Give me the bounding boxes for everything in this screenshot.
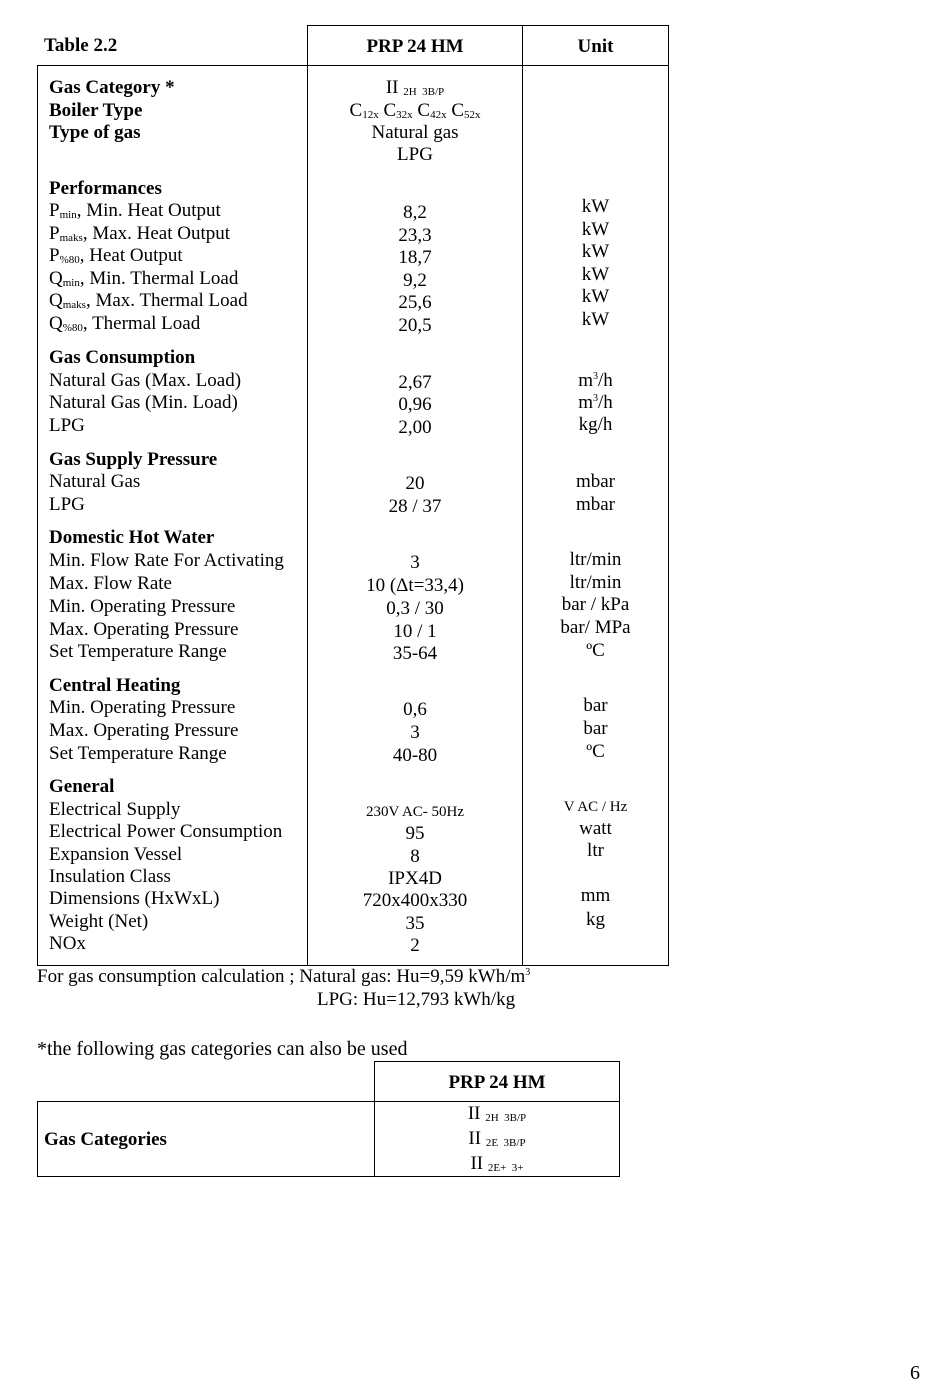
row-value: 8 xyxy=(410,846,420,867)
right-border xyxy=(668,25,669,966)
row-value: 18,7 xyxy=(398,247,432,268)
row-value: 0,6 xyxy=(403,699,427,720)
row-unit: bar xyxy=(583,718,608,739)
row-unit: kg xyxy=(586,909,605,930)
row-label: Set Temperature Range xyxy=(49,641,227,662)
row-value: IPX4D xyxy=(388,868,442,889)
row-value: 0,3 / 30 xyxy=(386,598,444,619)
row-unit: kW xyxy=(581,309,610,330)
row-label: Dimensions (HxWxL) xyxy=(49,888,220,909)
row-unit: ltr xyxy=(587,840,604,861)
t2-value: II $_{2E 3B/P}$ xyxy=(468,1128,526,1149)
left-border xyxy=(37,65,38,966)
row-label: General xyxy=(49,776,115,797)
row-label: Max. Operating Pressure xyxy=(49,619,239,640)
row-label: Gas Consumption xyxy=(49,347,196,368)
row-value: 2,67 xyxy=(398,372,432,393)
row-label: Max. Operating Pressure xyxy=(49,720,239,741)
row-label: $P_{min}$, Min. Heat Output xyxy=(49,200,221,221)
unit-header: Unit xyxy=(577,36,614,57)
row-value: $C_{12x}$ $C_{32x}$ $C_{42x}$ $C_{52x}$ xyxy=(349,100,481,121)
table-title: Table 2.2 xyxy=(44,35,118,56)
t2-value: II $_{2E+ 3+}$ xyxy=(470,1153,524,1174)
t2-top-border xyxy=(374,1061,620,1062)
row-value: 9,2 xyxy=(403,270,427,291)
row-value: 28 / 37 xyxy=(388,496,442,517)
row-label: Natural Gas xyxy=(49,471,141,492)
row-unit: kW xyxy=(581,196,610,217)
row-unit: mbar xyxy=(575,471,616,492)
row-unit: kg/h xyxy=(578,414,613,435)
row-label: LPG xyxy=(49,415,85,436)
row-label: Weight (Net) xyxy=(49,911,149,932)
row-value: 35 xyxy=(405,913,425,934)
row-value: 2 xyxy=(410,935,420,956)
row-unit: bar/ MPa xyxy=(560,617,631,638)
row-label: $P_{maks}$, Max. Heat Output xyxy=(49,223,231,244)
row-label: Domestic Hot Water xyxy=(49,527,215,548)
row-label: Natural Gas (Min. Load) xyxy=(49,392,238,413)
row-value: 20 xyxy=(405,473,425,494)
row-label: $Q_{maks}$, Max. Thermal Load xyxy=(49,290,248,311)
t2-model-header: PRP 24 HM xyxy=(448,1072,546,1093)
row-value: Natural gas xyxy=(371,122,459,143)
row-value: 3 xyxy=(410,722,420,743)
t2-header-bottom-border xyxy=(37,1101,620,1102)
row-unit: kW xyxy=(581,241,610,262)
row-value: 23,3 xyxy=(398,225,432,246)
row-label: Gas Supply Pressure xyxy=(49,449,218,470)
row-label: Insulation Class xyxy=(49,866,171,887)
row-unit: bar / kPa xyxy=(561,594,630,615)
row-label: Gas Category * xyxy=(49,77,175,98)
page-number: 6 xyxy=(910,1362,920,1384)
row-label: LPG xyxy=(49,494,85,515)
row-value: 25,6 xyxy=(398,292,432,313)
row-label: $P_{\%80}$, Heat Output xyxy=(49,245,183,266)
row-unit: kW xyxy=(581,286,610,307)
header-top-border xyxy=(307,25,669,26)
footnote-line-1: For gas consumption calculation ; Natural gas: Hu=9,59 kWh/$m^3$ xyxy=(37,966,531,987)
row-label: Electrical Supply xyxy=(49,799,181,820)
row-value: 20,5 xyxy=(398,315,432,336)
row-label: $Q_{min}$, Min. Thermal Load xyxy=(49,268,239,289)
t2-left-border xyxy=(37,1101,38,1177)
row-value: 10 (Δt=33,4) xyxy=(366,575,464,596)
row-label: Natural Gas (Max. Load) xyxy=(49,370,242,391)
row-label: $Q_{\%80}$, Thermal Load xyxy=(49,313,201,334)
row-unit: bar xyxy=(583,695,608,716)
header-bottom-border xyxy=(37,65,669,66)
row-label: Boiler Type xyxy=(49,100,143,121)
row-label: Set Temperature Range xyxy=(49,743,227,764)
row-value: 40-80 xyxy=(392,745,438,766)
row-label: Min. Operating Pressure xyxy=(49,697,236,718)
row-unit: mm xyxy=(580,885,611,906)
row-label: Electrical Power Consumption xyxy=(49,821,283,842)
model-header: PRP 24 HM xyxy=(366,36,464,57)
row-label: NOx xyxy=(49,933,86,954)
row-unit: $m^3/h$ xyxy=(578,370,613,391)
row-unit: watt xyxy=(579,818,612,839)
t2-label: Gas Categories xyxy=(44,1129,167,1150)
row-value: 0,96 xyxy=(398,394,432,415)
t2-value: II $_{2H 3B/P}$ xyxy=(467,1103,527,1124)
row-unit: ltr/min xyxy=(569,549,622,570)
row-label: Min. Operating Pressure xyxy=(49,596,236,617)
row-value: 10 / 1 xyxy=(393,621,437,642)
categories-note: *the following gas categories can also be used xyxy=(37,1038,408,1060)
row-value: 95 xyxy=(405,823,425,844)
row-value: 720x400x330 xyxy=(362,890,468,911)
row-value: 2,00 xyxy=(398,417,432,438)
t2-right-border xyxy=(619,1061,620,1177)
row-label: Type of gas xyxy=(49,122,141,143)
row-value: II $_{2H 3B/P}$ xyxy=(385,77,445,98)
row-value: 3 xyxy=(410,552,420,573)
row-value: 230V AC- 50Hz xyxy=(365,804,465,820)
footnote-line-2: LPG: Hu=12,793 kWh/kg xyxy=(317,989,516,1010)
row-label: Central Heating xyxy=(49,675,181,696)
row-unit: ºC xyxy=(586,640,605,661)
row-unit: kW xyxy=(581,264,610,285)
row-unit: mbar xyxy=(575,494,616,515)
row-unit: V AC / Hz xyxy=(563,799,628,815)
row-value: 8,2 xyxy=(403,202,427,223)
row-label: Expansion Vessel xyxy=(49,844,183,865)
row-unit: kW xyxy=(581,219,610,240)
row-unit: ltr/min xyxy=(569,572,622,593)
row-value: LPG xyxy=(397,144,433,165)
row-label: Performances xyxy=(49,178,162,199)
row-unit: $m^3/h$ xyxy=(578,392,613,413)
row-label: Max. Flow Rate xyxy=(49,573,172,594)
row-value: 35-64 xyxy=(392,643,438,664)
row-unit: ºC xyxy=(586,741,605,762)
row-label: Min. Flow Rate For Activating xyxy=(49,550,284,571)
